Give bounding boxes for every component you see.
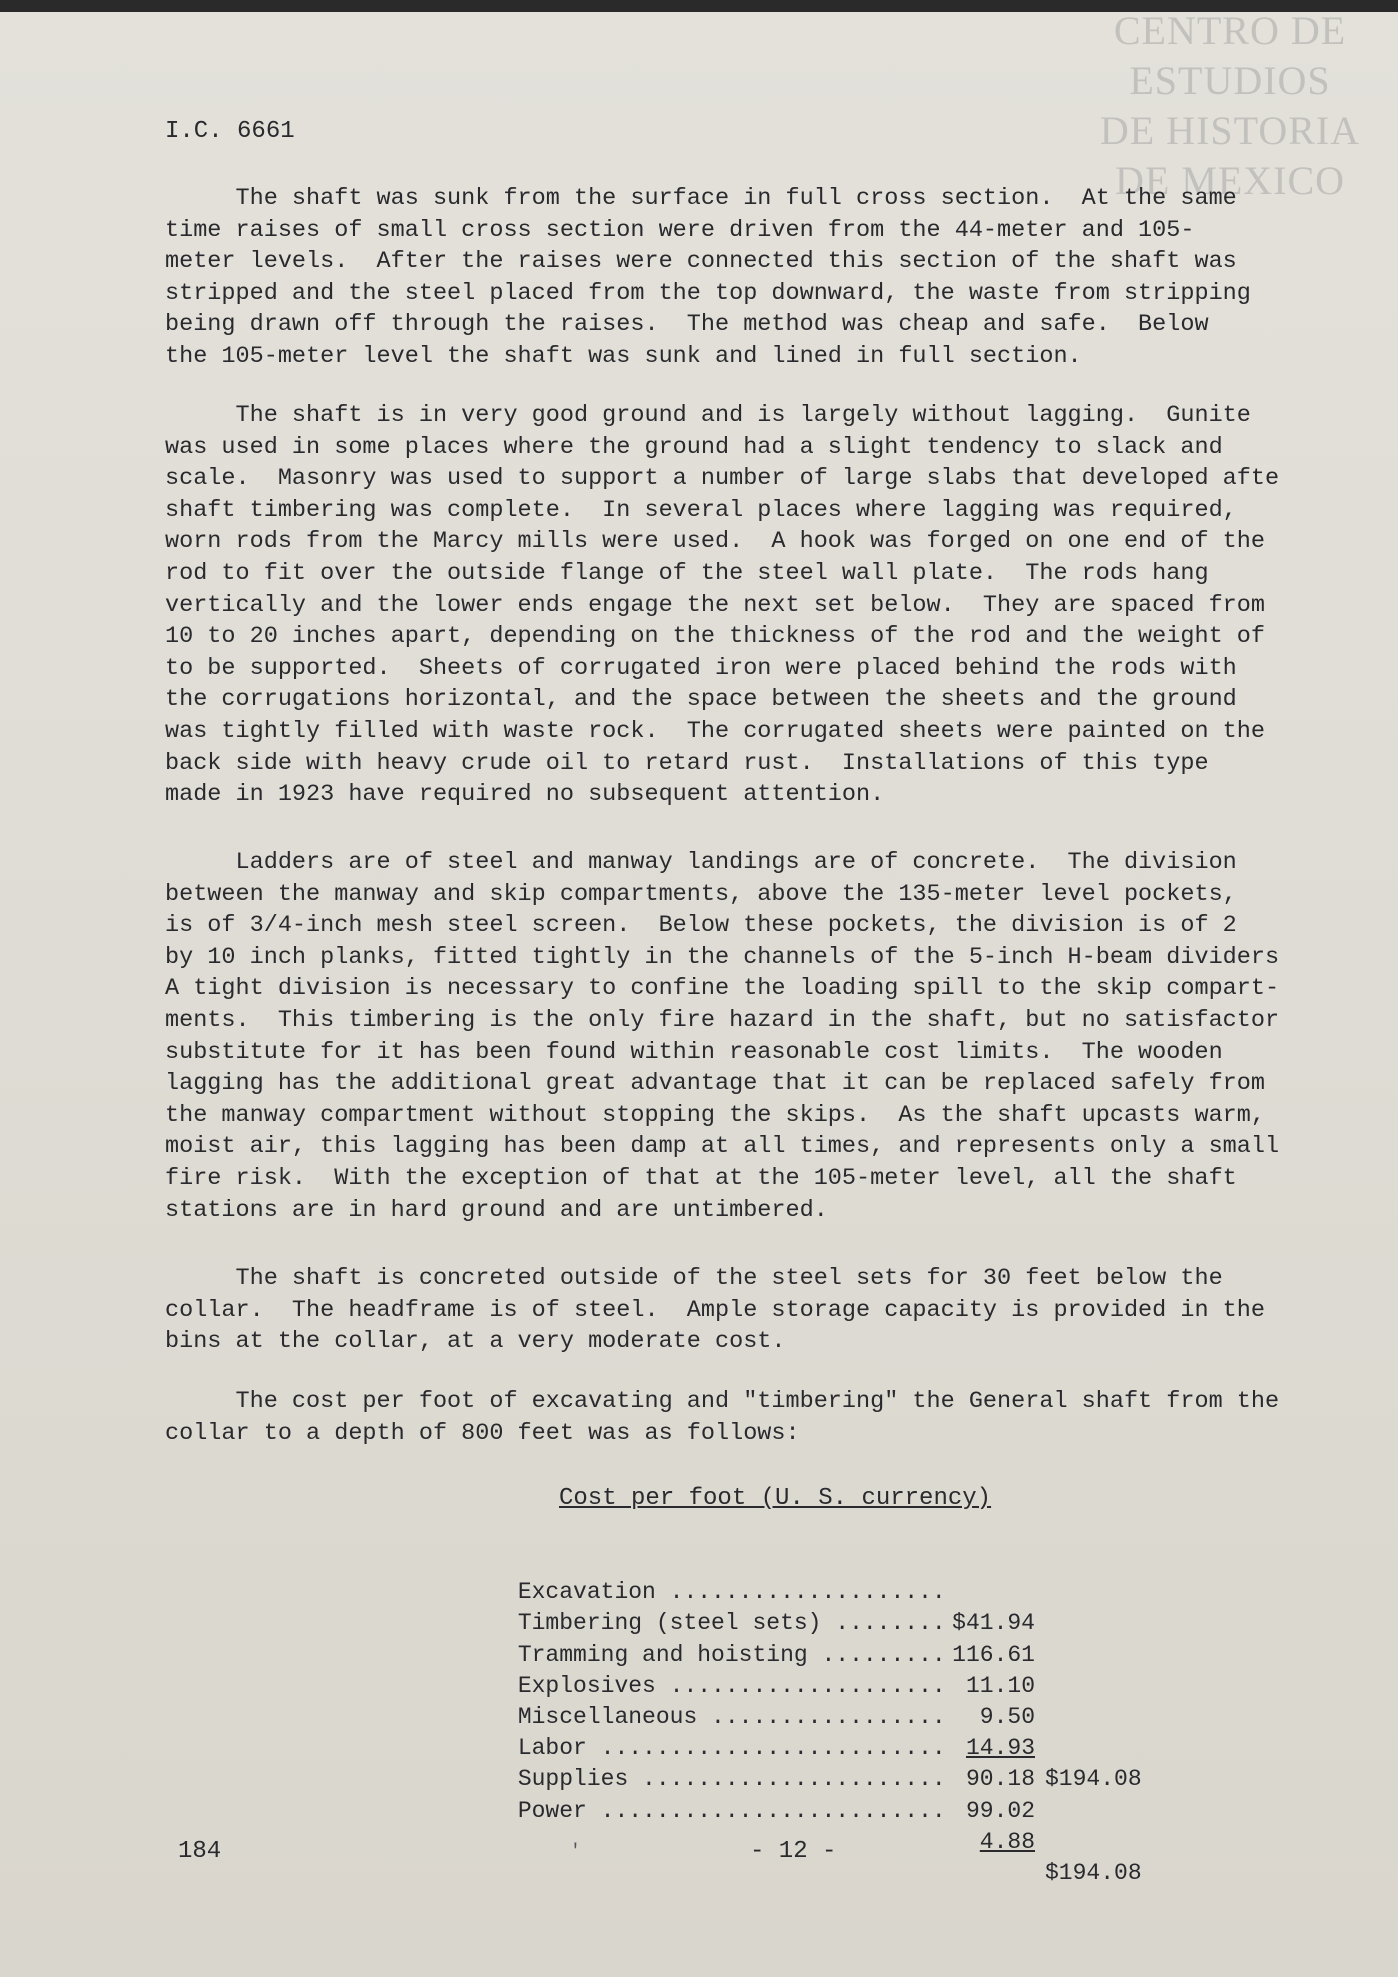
- cost-label: Timbering (steel sets) ........: [517, 1610, 946, 1637]
- paragraph-ladders-division: Ladders are of steel and manway landings are of concrete. The division between the manway and skip compartments, above the 135-meter level pockets, is of 3/4-inch mesh steel screen. Below these pockets, the division is of 2 by 10 inch planks, fitted tightly in the channels of the 5-inch H-beam dividers A tight division is necessary to confine the loading spill to the skip compart- ments. This timbering is the only fire hazard in the shaft, but no satisfactor substitute for it has been found within reasonable cost limits. The wooden lagging has the additional great advantage that it can be replaced safely from the manway compartment without stopping the skips. As the shaft upcasts warm, moist air, this lagging has been damp at all times, and represents only a small fire risk. With the exception of that at the 105-meter level, all the shaft stations are in hard ground and are untimbered.: [165, 849, 1280, 1224]
- watermark-line: DE MEXICO: [1114, 158, 1346, 203]
- archive-watermark: [1080, 6, 1380, 206]
- watermark-line: ESTUDIOS: [1129, 58, 1331, 103]
- cost-value: 4.88: [979, 1828, 1035, 1855]
- paragraph-cost-intro: The cost per foot of excavating and "timbering" the General shaft from the collar to a depth of 800 feet was as follows:: [165, 1388, 1280, 1447]
- cost-label: Explosives ....................: [517, 1672, 946, 1699]
- cost-label: Power .........................: [517, 1797, 946, 1824]
- watermark-line: CENTRO DE: [1113, 8, 1347, 53]
- paragraph-shaft-sinking: The shaft was sunk from the surface in full cross section. At the same time raises of small cross section were driven from the 44-meter and 105- meter levels. After the raises were connected this section of the shaft was stripped and the steel placed from the top downward, the waste from stripping being drawn off through the raises. The method was cheap and safe. Below the 105-meter level the shaft was sunk and lined in full section.: [165, 185, 1251, 370]
- cost-label: Excavation ....................: [517, 1579, 946, 1606]
- cost-value: 9.50: [979, 1703, 1035, 1730]
- footer-sheet-number: 184: [178, 1838, 222, 1865]
- cost-value: 14.93: [965, 1735, 1035, 1762]
- cost-table-title: Cost per foot (U. S. currency): [559, 1485, 992, 1512]
- document-code: I.C. 6661: [165, 118, 295, 145]
- cost-subtotal: $194.08: [1045, 1859, 1142, 1886]
- cost-label: Tramming and hoisting .........: [517, 1641, 946, 1668]
- watermark-line: DE HISTORIA: [1099, 108, 1361, 153]
- cost-value: 11.10: [965, 1672, 1035, 1699]
- cost-subtotal: $194.08: [1045, 1766, 1142, 1793]
- cost-label: Supplies ......................: [517, 1766, 946, 1793]
- paragraph-ground-support: The shaft is in very good ground and is largely without lagging. Gunite was used in some places where the ground had a slight tendency to slack and scale. Masonry was used to support a number of large slabs that developed afte shaft timbering was complete. In several places where lagging was required, worn rods from the Marcy mills were used. A hook was forged on one end of the rod to fit over the outside flange of the steel wall plate. The rods hang vertically and the lower ends engage the next set below. They are spaced from 10 to 20 inches apart, depending on the thickness of the rod and the weight of to be supported. Sheets of corrugated iron were placed behind the rods with the corrugations horizontal, and the space between the sheets and the ground was tightly filled with waste rock. The corrugated sheets were painted on the back side with heavy crude oil to retard rust. Installations of this type made in 1923 have required no subsequent attention.: [165, 402, 1280, 809]
- cost-value: 116.61: [952, 1641, 1035, 1668]
- footer-tick-mark: ': [570, 1842, 581, 1862]
- cost-value: 90.18: [965, 1766, 1035, 1793]
- cost-value: 99.02: [965, 1797, 1035, 1824]
- cost-label: Miscellaneous .................: [517, 1703, 946, 1730]
- cost-label: Labor .........................: [517, 1735, 946, 1762]
- cost-value: $41.94: [952, 1610, 1035, 1637]
- footer-page-number: - 12 -: [750, 1838, 837, 1865]
- paragraph-concrete-headframe: The shaft is concreted outside of the steel sets for 30 feet below the collar. The headframe is of steel. Ample storage capacity is provided in the bins at the collar, at a very moderate cost.: [165, 1265, 1265, 1356]
